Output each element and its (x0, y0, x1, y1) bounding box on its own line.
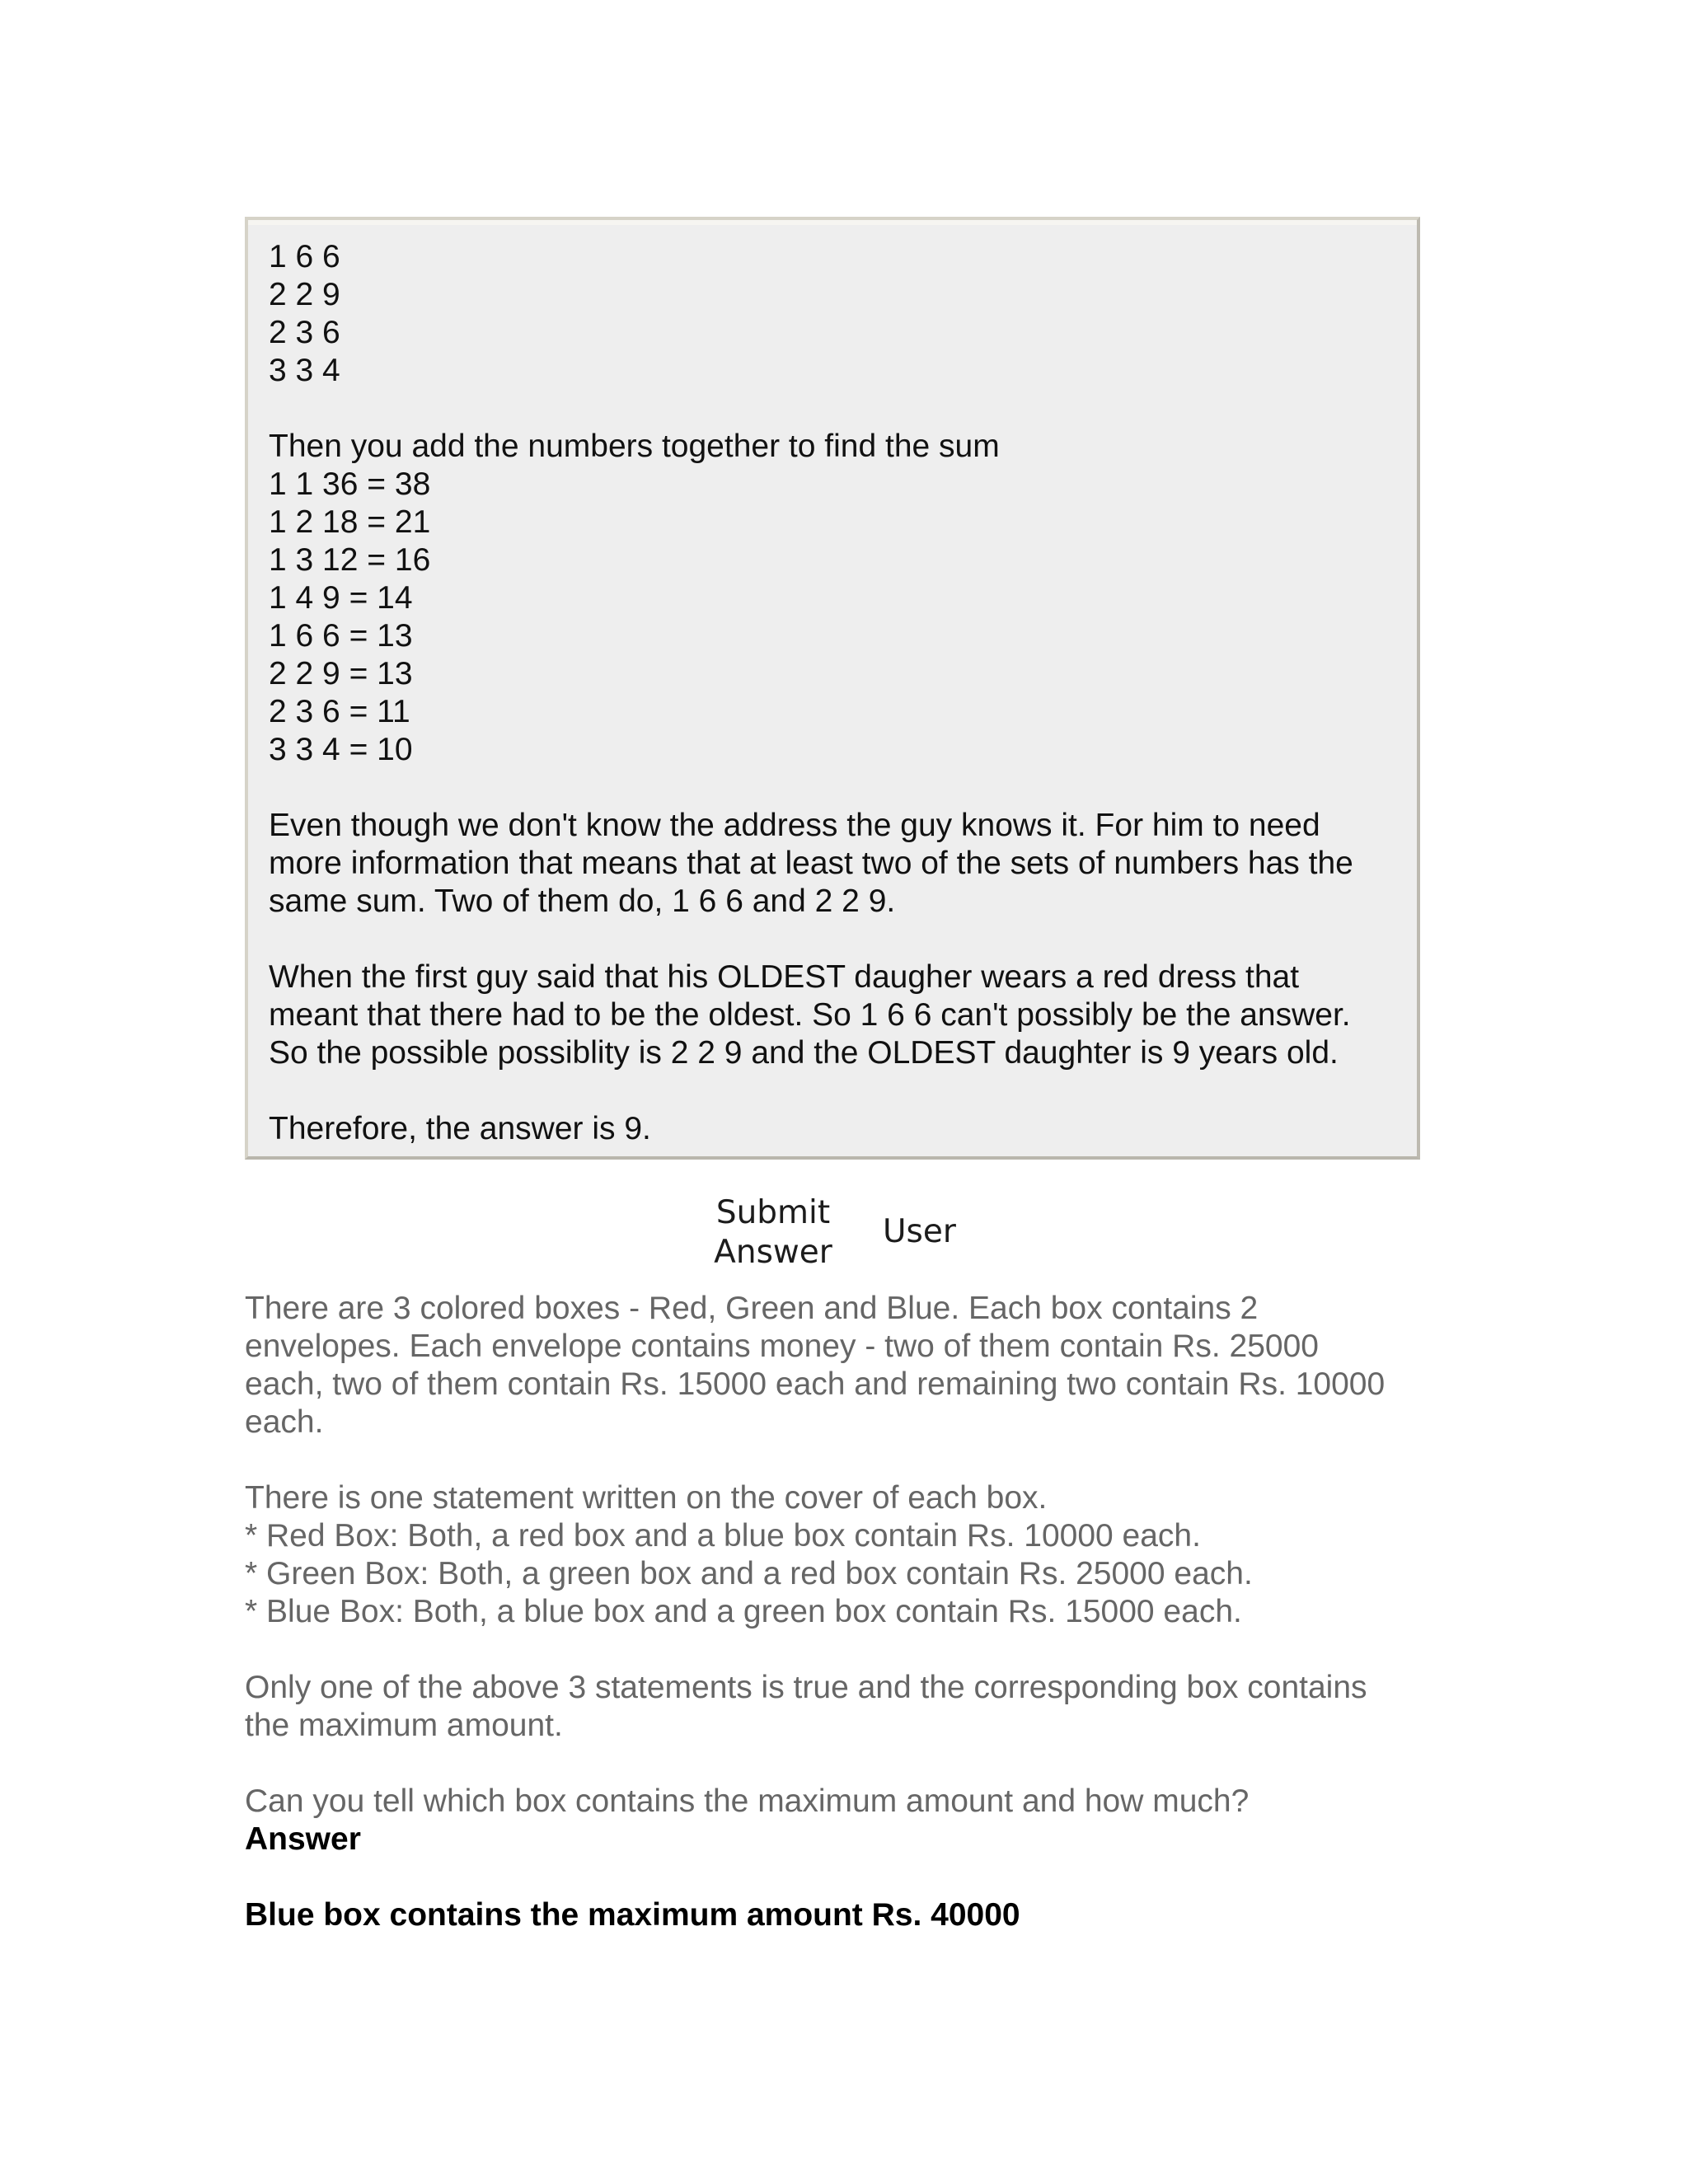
answer-line: Even though we don't know the address the guy knows it. For him to need (269, 808, 1320, 843)
answer-line: When the first guy said that his OLDEST daugher wears a red dress that (269, 959, 1300, 995)
answer-line: 3 3 4 = 10 (269, 732, 413, 767)
paragraph-gap (269, 921, 1397, 958)
answer-line: Therefore, the answer is 9. (269, 1111, 651, 1146)
submit-answer-button[interactable] (702, 1193, 844, 1272)
puzzle-line: the maximum amount. (245, 1708, 563, 1743)
answer-line: 2 3 6 (269, 315, 340, 350)
answer-line: 1 6 6 = 13 (269, 618, 413, 654)
answer-line: 3 3 4 (269, 353, 340, 388)
answer-line: meant that there had to be the oldest. So 1 6 6 can't possibly be the answer. (269, 997, 1351, 1033)
answer-line: 1 2 18 = 21 (269, 504, 431, 540)
answer-line: 2 2 9 = 13 (269, 656, 413, 691)
answer-line: 1 6 6 (269, 239, 340, 274)
answer-line: 1 4 9 = 14 (269, 580, 413, 616)
answer-line: 1 3 12 = 16 (269, 542, 431, 578)
puzzle-line: each, two of them contain Rs. 15000 each and remaining two contain Rs. 10000 (245, 1366, 1386, 1402)
paragraph-gap (245, 1858, 1432, 1896)
puzzle-line: There is one statement written on the cover of each box. (245, 1480, 1048, 1516)
submit-label-line1: Submit (715, 1194, 831, 1231)
user-link[interactable]: User (883, 1213, 956, 1250)
answer-line: same sum. Two of them do, 1 6 6 and 2 2 9. (269, 883, 896, 919)
paragraph-gap (269, 1072, 1397, 1110)
paragraph-gap (245, 1745, 1432, 1783)
paragraph-gap (245, 1631, 1432, 1669)
puzzle-line: envelopes. Each envelope contains money - two of them contain Rs. 25000 (245, 1329, 1319, 1364)
puzzle-line: each. (245, 1404, 324, 1440)
answer-line: So the possible possiblity is 2 2 9 and the OLDEST daughter is 9 years old. (269, 1035, 1339, 1071)
action-bar (0, 1193, 1688, 1284)
answer-statement: Blue box contains the maximum amount Rs. 40000 (245, 1897, 1020, 1933)
answer-line: 2 2 9 (269, 277, 340, 312)
answer-text-box (245, 217, 1420, 1160)
paragraph-gap (269, 769, 1397, 807)
puzzle-line: * Green Box: Both, a green box and a red box contain Rs. 25000 each. (245, 1556, 1253, 1591)
puzzle-line: * Blue Box: Both, a blue box and a green box contain Rs. 15000 each. (245, 1594, 1242, 1629)
puzzle-text (245, 1290, 1432, 1934)
answer-line: Then you add the numbers together to find the sum (269, 429, 1000, 464)
answer-line: 1 1 36 = 38 (269, 466, 431, 502)
paragraph-gap (245, 1441, 1432, 1479)
puzzle-line: * Red Box: Both, a red box and a blue box contain Rs. 10000 each. (245, 1518, 1201, 1554)
paragraph-gap (269, 390, 1397, 428)
answer-line: more information that means that at least two of the sets of numbers has the (269, 846, 1353, 881)
answer-heading: Answer (245, 1821, 361, 1857)
submit-label-line2: Answer (714, 1234, 832, 1271)
puzzle-line: Can you tell which box contains the maximum amount and how much? (245, 1783, 1250, 1819)
answer-line: 2 3 6 = 11 (269, 694, 410, 729)
puzzle-line: Only one of the above 3 statements is true and the corresponding box contains (245, 1670, 1367, 1705)
puzzle-line: There are 3 colored boxes - Red, Green and Blue. Each box contains 2 (245, 1291, 1259, 1326)
